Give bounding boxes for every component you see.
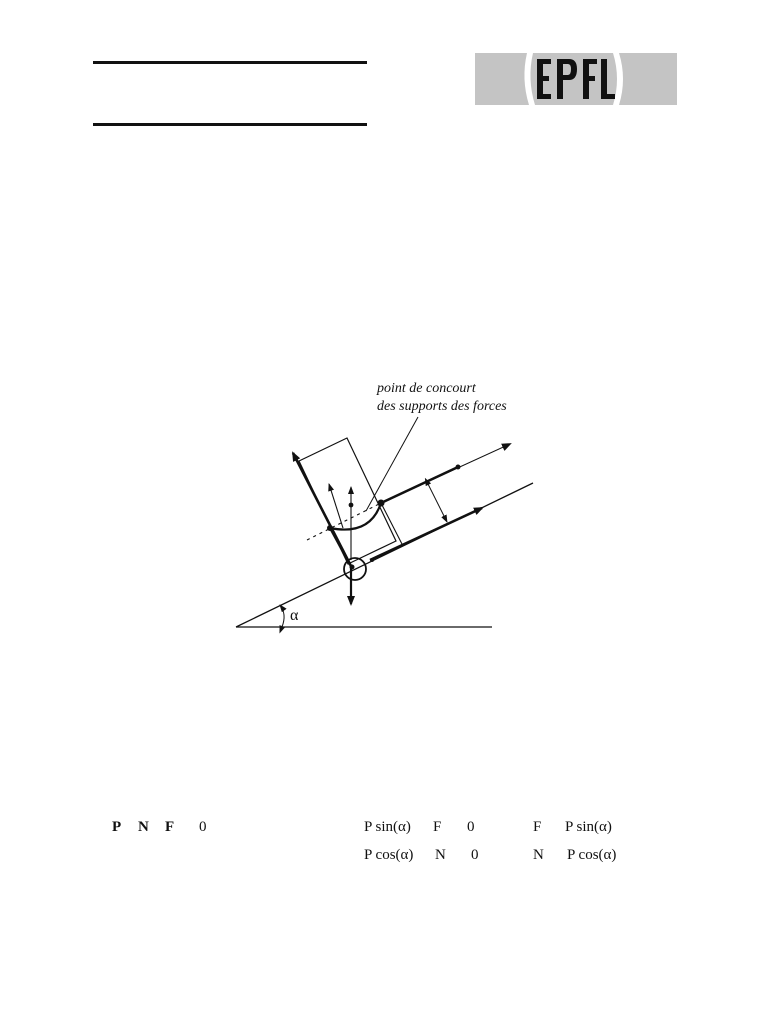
eq-tangential-result-rhs: P sin(α) — [565, 819, 612, 835]
annotation-line-2: des supports des forces — [377, 399, 507, 414]
annotation-line-1: point de concourt — [377, 381, 476, 396]
support-point — [456, 465, 461, 470]
eq-tangential-result-lhs: F — [533, 819, 542, 835]
epfl-logo-graphic — [475, 53, 677, 105]
angle-arc — [280, 605, 284, 627]
header-rule-bottom — [93, 123, 367, 126]
friction-force-arrow — [370, 508, 482, 560]
contact-point-dot — [350, 565, 355, 570]
friction-support-segment — [381, 467, 458, 503]
center-of-gravity-dot — [349, 503, 354, 508]
eq-tangential-term: P sin(α) — [364, 819, 411, 835]
distance-marker — [428, 484, 447, 522]
epfl-logo — [475, 53, 677, 105]
angle-alpha-label: α — [290, 607, 299, 624]
curved-to-normal — [330, 528, 350, 565]
header-rule-top — [93, 61, 367, 64]
connector-line — [381, 503, 403, 546]
eq-vector-n: N — [138, 819, 149, 835]
eq-vector-p: P — [112, 819, 122, 835]
concourse-point — [378, 500, 385, 507]
eq-normal-result-lhs: N — [533, 847, 544, 863]
eq-normal-force: N — [435, 847, 446, 863]
eq-vector-zero: 0 — [199, 819, 207, 835]
inner-normal-arrow — [329, 484, 343, 528]
eq-tangential-zero: 0 — [467, 819, 475, 835]
eq-normal-result-rhs: P cos(α) — [567, 847, 617, 863]
eq-normal-zero: 0 — [471, 847, 479, 863]
eq-normal-term: P cos(α) — [364, 847, 414, 863]
eq-vector-f: F — [165, 819, 175, 835]
contact-right-dot — [370, 558, 374, 562]
curved-segment — [330, 503, 381, 530]
eq-tangential-force: F — [433, 819, 442, 835]
